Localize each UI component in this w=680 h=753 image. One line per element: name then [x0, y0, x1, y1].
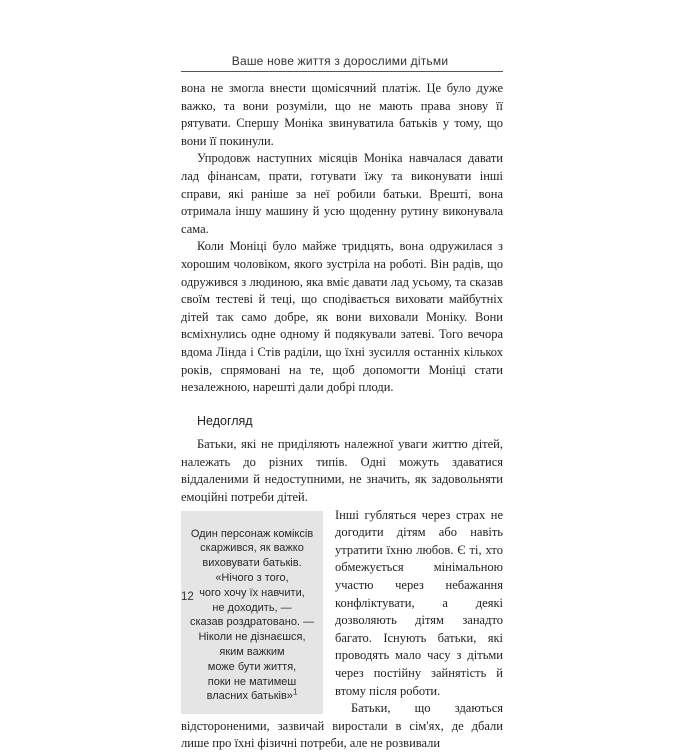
sidebar-quote: [181, 511, 323, 714]
quote-line: Ніколи не дізнаєшся,: [198, 631, 306, 644]
paragraph: Упродовж наступних місяців Моніка навчалася давати лад фінансам, прати, готувати їжу та виконувати інші справи, які раніше за неї робили батьки. Врешті, вона отримала іншу машину й усю щоденну рутину виконувала сама.: [181, 151, 503, 236]
quote-line: поки не матимеш: [207, 675, 297, 688]
quote-line-text: власних батьків»: [206, 690, 293, 703]
quote-line: «Нічого з того,: [215, 572, 289, 585]
paragraph: Батьки, які не приділяють належної уваги життю дітей, належать до різних типів. Одні можуть здаватися віддаленими й недоступними, не значить, як задовольняти емоційні потреби дітей.: [181, 437, 503, 505]
running-header: Ваше нове життя з дорослими дітьми: [231, 54, 449, 68]
section-heading: Недогляд: [197, 413, 253, 428]
quote-line: може бути життя,: [207, 660, 297, 673]
quote-line: яким важким: [219, 646, 285, 659]
quote-line: чого хочу їх навчити,: [199, 586, 305, 599]
body-text: [181, 80, 503, 753]
header-rule: [181, 71, 503, 72]
quote-line: скаржився, як важко: [200, 542, 304, 555]
quote-line: сказав роздратовано. —: [189, 616, 315, 629]
quote-line: виховувати батьків.: [202, 557, 302, 570]
quote-line: [187, 689, 317, 704]
paragraph: Коли Моніці було майже тридцять, вона одружилася з хорошим чоловіком, якого зустріла на роботі. Він радів, що одружився з людиною, яка вміє давати лад усьому, та сказав своїм тестеві й теці, що сподівається виховати майбутніх дітей так само добре, як вони виховали Моніку. Вони всміхнулись одне одному й подякували затеві. Того вечора вдома Лінда і Стів раділи, що їхні зусилля останніх кількох років, спрямовані на те, щоб допомогти Моніці стати незалежною, нарешті дали добрі плоди.: [181, 239, 503, 395]
quote-line: Один персонаж коміксів: [190, 527, 314, 540]
page-number: 12: [181, 591, 194, 603]
paragraph: вона не змогла внести щомісячний платіж. Це було дуже важко, та вони розуміли, що не мають права знову її рятувати. Спершу Моніка звинуватила батьків у тому, що вони її покинули.: [181, 81, 503, 148]
footnote-marker: 1: [292, 687, 298, 697]
paragraph: Інші губляться через страх не догодити дітям або навіть утратити їхню любов. Є ті, хто обмежується мінімальною участю через небажання конфліктувати, а деякі дозволяють дітям занадто багато. Існують батьки, які проводять мало часу з дітьми через постійну зайнятість й втому після роботи.: [335, 507, 503, 698]
paragraph: Батьки, що здаються відстороненими, зазвичай виростали в сім'ях, де дбали лише про їхні фізичні потреби, але не розвивали: [181, 701, 503, 751]
quote-line: не доходить, —: [212, 601, 292, 614]
